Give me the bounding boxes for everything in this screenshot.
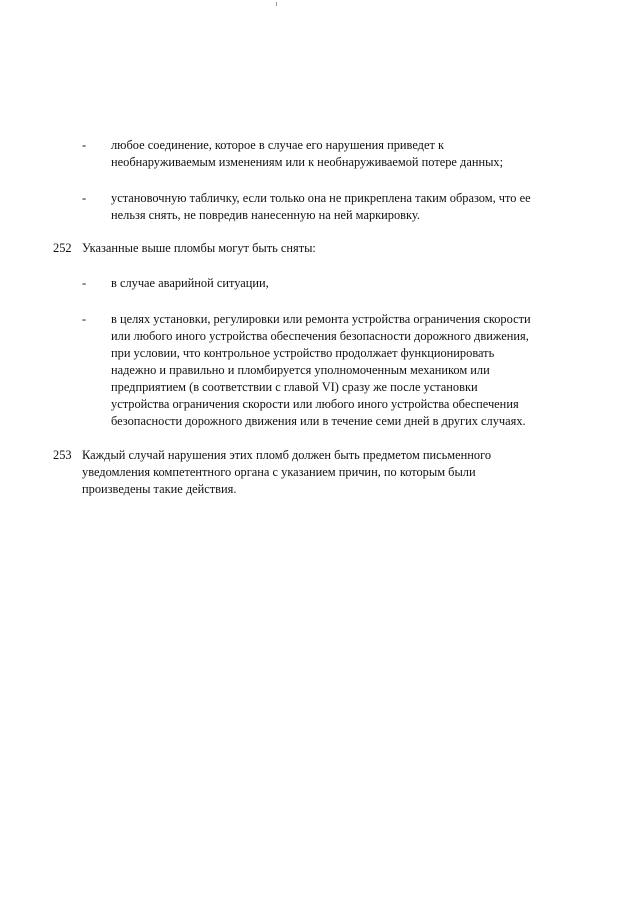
paragraph-line: произведены такие действия. bbox=[82, 482, 237, 496]
paragraph-line: Указанные выше пломбы могут быть сняты: bbox=[82, 241, 316, 255]
list-item bbox=[111, 190, 531, 224]
paragraph-number: 252 bbox=[53, 241, 72, 255]
list-item-line: необнаруживаемым изменениям или к необнаруживаемой потере данных; bbox=[111, 155, 504, 169]
list-item bbox=[111, 275, 269, 292]
list-item-line: устройства ограничения скорости или любого иного устройства обеспечения bbox=[111, 397, 519, 411]
paragraph-line: Каждый случай нарушения этих пломб должен быть предметом письменного bbox=[82, 448, 492, 462]
bullet-dash: - bbox=[82, 138, 87, 152]
list-item-line: или любого иного устройства обеспечения безопасности дорожного движения, bbox=[111, 329, 529, 343]
list-item bbox=[111, 137, 503, 171]
list-item-line: безопасности дорожного движения или в течение семи дней в других случаях. bbox=[111, 414, 526, 428]
list-item-line: в целях установки, регулировки или ремонта устройства ограничения скорости bbox=[111, 312, 531, 326]
paragraph-line: уведомления компетентного органа с указанием причин, по которым были bbox=[82, 465, 476, 479]
bullet-dash: - bbox=[82, 312, 87, 326]
bullet-dash: - bbox=[82, 191, 87, 205]
list-item-line: предприятием (в соответствии с главой VI) сразу же после установки bbox=[111, 380, 478, 394]
paragraph-text bbox=[82, 240, 316, 257]
list-item-line: установочную табличку, если только она не прикреплена таким образом, что ее bbox=[111, 191, 531, 205]
list-item-line: надежно и правильно и пломбируется уполномоченным механиком или bbox=[111, 363, 490, 377]
list-item-line: любое соединение, которое в случае его нарушения приведет к bbox=[111, 138, 444, 152]
list-item-line: нельзя снять, не повредив нанесенную на ней маркировку. bbox=[111, 208, 420, 222]
list-item-line: при условии, что контрольное устройство продолжает функционировать bbox=[111, 346, 495, 360]
bullet-dash: - bbox=[82, 276, 87, 290]
list-item bbox=[111, 311, 531, 430]
scan-mark bbox=[276, 2, 277, 6]
list-item-line: в случае аварийной ситуации, bbox=[111, 276, 269, 290]
paragraph-text bbox=[82, 447, 491, 498]
paragraph-number: 253 bbox=[53, 448, 72, 462]
